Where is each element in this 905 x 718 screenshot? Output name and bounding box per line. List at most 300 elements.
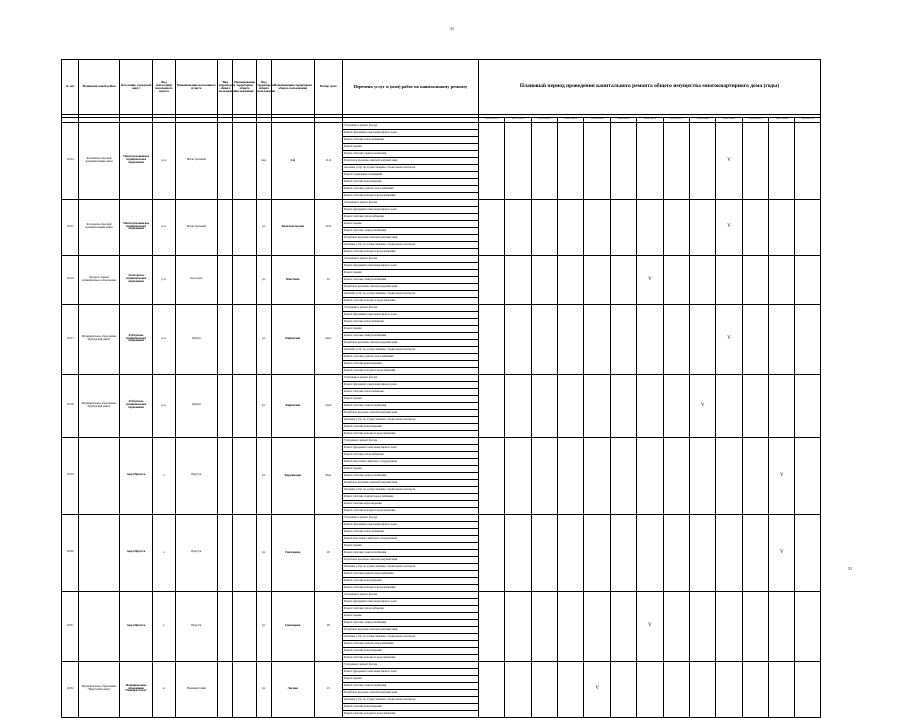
house-number-cell: 49А	[314, 437, 342, 514]
year-cell	[531, 199, 557, 255]
work-item: Ремонт крыши	[342, 675, 478, 682]
year-header: 2032-2034	[637, 117, 663, 122]
year-cell	[716, 661, 742, 717]
territory-type-cell	[218, 122, 233, 199]
district-cell: Муниципальное образование "Куйтунский район"	[79, 304, 120, 374]
year-cell	[689, 122, 715, 199]
header-territory-type: Вид территории общего пользования	[218, 60, 233, 115]
work-item: Утепление и ремонт фасада	[342, 304, 478, 311]
work-item: Оказание услуг по осуществлению строительного контроля	[342, 416, 478, 423]
year-cell	[505, 199, 531, 255]
work-item: Ремонт системы холодного водоснабжения	[342, 710, 478, 717]
territory-type-cell	[218, 437, 233, 514]
work-item: Разработка проектно-сметной документации	[342, 157, 478, 164]
territory-type-2-cell: ул.	[256, 661, 271, 717]
planned-period-mark: V	[637, 591, 663, 661]
work-item: Ремонт фундамента многоквартирного дома	[342, 262, 478, 269]
header-period: Плановый период проведения капитального ремонта общего имущества многоквартирного дома (годы)	[478, 60, 820, 115]
year-cell	[742, 661, 768, 717]
settlement-cell: Куйтунское муниципальное образование	[119, 304, 152, 374]
work-item: Оказание услуг по осуществлению строительного контроля	[342, 164, 478, 171]
year-cell	[584, 437, 610, 514]
locality-type-cell: р.п.	[153, 122, 175, 199]
year-cell	[637, 304, 663, 374]
year-cell	[769, 374, 795, 437]
locality-cell: Куйтун	[175, 304, 218, 374]
year-cell	[610, 199, 636, 255]
year-cell	[689, 661, 715, 717]
work-item: Ремонт системы холодного водоснабжения	[342, 507, 478, 514]
header-works: Перечень услуг и (или) работ по капитальному ремонту	[342, 60, 478, 115]
record-number: 14519	[62, 437, 79, 514]
year-cell	[558, 374, 584, 437]
year-cell	[795, 122, 821, 199]
record-number: 14515	[62, 199, 79, 255]
table-body	[62, 122, 821, 717]
settlement-cell: город Иркутск	[119, 591, 152, 661]
year-cell	[716, 374, 742, 437]
house-number-cell: 11/4	[314, 122, 342, 199]
year-cell	[742, 199, 768, 255]
territory-name-cell	[233, 255, 256, 304]
territory-name-cell	[233, 304, 256, 374]
year-cell	[663, 255, 689, 304]
year-header: 2038-2040	[689, 117, 715, 122]
work-item: Ремонт системы холодного водоснабжения	[342, 367, 478, 374]
year-cell	[742, 591, 768, 661]
work-item: Ремонт системы электроснабжения	[342, 332, 478, 339]
territory-type-cell	[218, 199, 233, 255]
year-cell	[795, 437, 821, 514]
header-num: № п/п	[62, 60, 79, 115]
year-cell	[663, 304, 689, 374]
year-cell	[637, 437, 663, 514]
work-item: Ремонт системы теплоснабжения	[342, 388, 478, 395]
district-cell: Муниципальное образование "Куйтунский район"	[79, 374, 120, 437]
work-item: Оказание услуг по осуществлению строительного контроля	[342, 486, 478, 493]
year-cell	[558, 661, 584, 717]
territory-name-2-cell: Кирпична	[271, 374, 314, 437]
territory-name-cell	[233, 437, 256, 514]
planned-period-mark: V	[637, 255, 663, 304]
work-item: Утепление и ремонт фасада	[342, 437, 478, 444]
work-item: Утепление и ремонт фасада	[342, 199, 478, 206]
house-number-cell: 4А/1	[314, 304, 342, 374]
work-item: Ремонт фундамента многоквартирного дома	[342, 668, 478, 675]
territory-type-cell	[218, 591, 233, 661]
year-cell	[558, 514, 584, 591]
district-cell: Казачинско-Ленский муниципальный район	[79, 199, 120, 255]
house-number-cell: 15	[314, 661, 342, 717]
district-cell	[79, 437, 120, 514]
table-row	[62, 199, 821, 206]
year-cell	[531, 255, 557, 304]
work-item: Утепление и ремонт фасада	[342, 514, 478, 521]
territory-name-2-cell: Лесная	[271, 661, 314, 717]
locality-type-cell: г.	[153, 437, 175, 514]
year-cell	[610, 255, 636, 304]
work-item: Ремонт системы теплоснабжения	[342, 213, 478, 220]
locality-cell: Магистральный	[175, 122, 218, 199]
record-number: 14518	[62, 374, 79, 437]
work-item: Ремонт крыши	[342, 269, 478, 276]
year-cell	[663, 374, 689, 437]
planned-period-mark: V	[716, 304, 742, 374]
territory-name-2-cell: Гончарова	[271, 591, 314, 661]
territory-name-2-cell: Гончарова	[271, 514, 314, 591]
year-cell	[795, 255, 821, 304]
record-number: 14532	[62, 661, 79, 717]
year-header: 2020-2022	[531, 117, 557, 122]
header-territory-type-2: Вид территории общего пользования	[256, 60, 271, 115]
planned-period-mark: V	[716, 122, 742, 199]
year-cell	[478, 661, 504, 717]
district-cell	[79, 514, 120, 591]
record-number: 14514	[62, 122, 79, 199]
locality-type-cell: р.п.	[153, 199, 175, 255]
table-row	[62, 661, 821, 668]
settlement-cell: город Иркутск	[119, 514, 152, 591]
house-number-cell: 12	[314, 255, 342, 304]
locality-cell: Иркутск	[175, 437, 218, 514]
year-cell	[689, 255, 715, 304]
year-cell	[531, 374, 557, 437]
planned-period-mark: V	[716, 199, 742, 255]
territory-name-2-cell: Баррикады	[271, 437, 314, 514]
territory-name-2-cell: Комсомольская	[271, 199, 314, 255]
locality-type-cell: п.	[153, 661, 175, 717]
work-item: Ремонт системы водоотведения	[342, 703, 478, 710]
year-cell	[505, 591, 531, 661]
year-cell	[795, 591, 821, 661]
year-cell	[478, 122, 504, 199]
territory-name-2-cell: Кирпична	[271, 304, 314, 374]
year-cell	[689, 591, 715, 661]
work-item: Оказание услуг по осуществлению строительного контроля	[342, 696, 478, 703]
year-cell	[716, 255, 742, 304]
planned-period-mark: V	[689, 374, 715, 437]
territory-name-cell	[233, 199, 256, 255]
header-settlement: Поселение, городской округ	[119, 60, 152, 115]
work-item: Разработка проектно-сметной документации	[342, 689, 478, 696]
work-item: Ремонт системы холодного водоснабжения	[342, 248, 478, 255]
year-cell	[716, 514, 742, 591]
year-cell	[637, 374, 663, 437]
district-cell: Казачинско-Ленский муниципальный район	[79, 122, 120, 199]
locality-cell: Лесогорск	[175, 255, 218, 304]
record-number: 14531	[62, 591, 79, 661]
year-cell	[610, 374, 636, 437]
year-cell	[505, 661, 531, 717]
locality-type-cell: р.п.	[153, 255, 175, 304]
territory-type-2-cell: ул.	[256, 304, 271, 374]
year-cell	[478, 199, 504, 255]
territory-type-cell	[218, 255, 233, 304]
year-cell	[637, 122, 663, 199]
year-header: 2017-2019	[505, 117, 531, 122]
work-item: Ремонт фундамента многоквартирного дома	[342, 381, 478, 388]
year-cell	[531, 514, 557, 591]
record-number: 14516	[62, 255, 79, 304]
territory-type-2-cell: ул.	[256, 437, 271, 514]
record-number: 14517	[62, 304, 79, 374]
work-item: Ремонт или замена лифтового оборудования	[342, 458, 478, 465]
territory-type-2-cell: ул.	[256, 514, 271, 591]
work-item: Ремонт системы водоотведения	[342, 178, 478, 185]
year-cell	[663, 514, 689, 591]
year-cell	[584, 304, 610, 374]
work-item: Ремонт системы водоотведения	[342, 500, 478, 507]
work-item: Оказание услуг по осуществлению строительного контроля	[342, 633, 478, 640]
header-district: Муниципальный район	[79, 60, 120, 115]
work-item: Ремонт системы электроснабжения	[342, 549, 478, 556]
work-item: Ремонт крыши	[342, 143, 478, 150]
work-item: Утепление и ремонт фасада	[342, 255, 478, 262]
year-cell	[558, 255, 584, 304]
work-item: Ремонт системы теплоснабжения	[342, 605, 478, 612]
territory-type-2-cell: ул.	[256, 591, 271, 661]
territory-type-cell	[218, 304, 233, 374]
year-cell	[769, 661, 795, 717]
year-cell	[478, 304, 504, 374]
year-cell	[558, 437, 584, 514]
table-row	[62, 122, 821, 129]
settlement-cell: Лесогорское муниципальное образование	[119, 255, 152, 304]
locality-cell: Куйтун	[175, 374, 218, 437]
year-cell	[610, 437, 636, 514]
year-cell	[769, 122, 795, 199]
work-item: Ремонт системы электроснабжения	[342, 682, 478, 689]
work-item: Оказание услуг по осуществлению строительного контроля	[342, 563, 478, 570]
year-cell	[769, 199, 795, 255]
year-header: 2041-2043	[716, 117, 742, 122]
year-cell	[584, 122, 610, 199]
year-cell	[531, 437, 557, 514]
work-item: Ремонт или замена лифтового оборудования	[342, 535, 478, 542]
year-cell	[689, 437, 715, 514]
work-item: Утепление и ремонт фасада	[342, 374, 478, 381]
work-item: Ремонт системы горячего водоснабжения	[342, 185, 478, 192]
work-item: Разработка проектно-сметной документации	[342, 339, 478, 346]
settlement-cell: Куйтунское муниципальное образование	[119, 374, 152, 437]
header-row	[62, 60, 821, 115]
work-item: Ремонт системы холодного водоснабжения	[342, 297, 478, 304]
year-cell	[610, 591, 636, 661]
year-header: 2026-2028	[584, 117, 610, 122]
work-item: Ремонт системы электроснабжения	[342, 472, 478, 479]
house-number-cell: 10	[314, 514, 342, 591]
work-item: Разработка проектно-сметной документации	[342, 479, 478, 486]
work-item: Ремонт крыши	[342, 612, 478, 619]
work-item: Ремонт фундамента многоквартирного дома	[342, 521, 478, 528]
district-cell: Чунского района муниципальное образование	[79, 255, 120, 304]
year-cell	[795, 304, 821, 374]
work-item: Ремонт системы теплоснабжения	[342, 451, 478, 458]
year-cell	[505, 122, 531, 199]
work-item: Оказание услуг по осуществлению строительного контроля	[342, 241, 478, 248]
territory-type-cell	[218, 514, 233, 591]
work-item: Оказание услуг по осуществлению строительного контроля	[342, 346, 478, 353]
table-row	[62, 304, 821, 311]
work-item: Ремонт системы холодного водоснабжения	[342, 430, 478, 437]
work-item: Разработка проектно-сметной документации	[342, 556, 478, 563]
year-cell	[505, 514, 531, 591]
work-item: Ремонт фундамента многоквартирного дома	[342, 598, 478, 605]
year-cell	[505, 255, 531, 304]
year-cell	[610, 304, 636, 374]
work-item: Ремонт крыши	[342, 542, 478, 549]
year-cell	[584, 591, 610, 661]
territory-name-cell	[233, 591, 256, 661]
work-item: Ремонт крыши	[342, 465, 478, 472]
territory-type-cell	[218, 374, 233, 437]
year-cell	[478, 255, 504, 304]
year-header: 2029-2031	[610, 117, 636, 122]
work-item: Ремонт фундамента многоквартирного дома	[342, 129, 478, 136]
year-cell	[505, 437, 531, 514]
year-header: 2023-2025	[558, 117, 584, 122]
year-cell	[663, 661, 689, 717]
year-cell	[795, 374, 821, 437]
work-item: Ремонт системы холодного водоснабжения	[342, 654, 478, 661]
year-cell	[531, 661, 557, 717]
year-cell	[478, 374, 504, 437]
work-item: Ремонт крыши	[342, 220, 478, 227]
settlement-cell: город Иркутск	[119, 437, 152, 514]
territory-type-2-cell: ул.	[256, 199, 271, 255]
year-cell	[769, 255, 795, 304]
planned-period-mark: V	[769, 514, 795, 591]
year-cell	[584, 374, 610, 437]
page-number-top: 31	[450, 26, 454, 31]
year-cell	[637, 514, 663, 591]
work-item: Утепление и ремонт фасада	[342, 591, 478, 598]
header-house: Номер дома	[314, 60, 342, 115]
year-header: 2014-2016	[478, 117, 504, 122]
locality-cell: Иркутск	[175, 591, 218, 661]
work-item: Ремонт системы горячего водоснабжения	[342, 493, 478, 500]
work-item: Ремонт фундамента многоквартирного дома	[342, 206, 478, 213]
year-cell	[478, 514, 504, 591]
work-item: Разработка проектно-сметной документации	[342, 283, 478, 290]
territory-name-2-cell: 2-й	[271, 122, 314, 199]
work-item: Ремонт фундамента многоквартирного дома	[342, 311, 478, 318]
work-item: Ремонт системы горячего водоснабжения	[342, 570, 478, 577]
work-item: Утепление и ремонт фасада	[342, 661, 478, 668]
work-item: Ремонт системы водоотведения	[342, 577, 478, 584]
work-item: Утепление и ремонт фасада	[342, 122, 478, 129]
work-item: Ремонт крыши	[342, 325, 478, 332]
work-item: Ремонт системы водоотведения	[342, 360, 478, 367]
year-cell	[795, 514, 821, 591]
work-item: Ремонт фундамента многоквартирного дома	[342, 444, 478, 451]
year-header: 2047-2049	[769, 117, 795, 122]
year-cell	[558, 591, 584, 661]
locality-cell: Иркутск	[175, 514, 218, 591]
year-cell	[742, 374, 768, 437]
record-number: 14530	[62, 514, 79, 591]
year-cell	[742, 122, 768, 199]
year-cell	[795, 199, 821, 255]
year-cell	[478, 591, 504, 661]
work-item: Ремонт крыши	[342, 395, 478, 402]
year-cell	[637, 199, 663, 255]
year-cell	[531, 122, 557, 199]
locality-type-cell: р.п.	[153, 304, 175, 374]
year-cell	[584, 255, 610, 304]
year-cell	[716, 591, 742, 661]
work-item: Ремонт системы электроснабжения	[342, 227, 478, 234]
work-item: Ремонт системы электроснабжения	[342, 619, 478, 626]
territory-type-cell	[218, 661, 233, 717]
year-cell	[505, 304, 531, 374]
district-cell: Муниципальное образование "Иркутский район"	[79, 661, 120, 717]
locality-cell: Магистральный	[175, 199, 218, 255]
table-row	[62, 374, 821, 381]
locality-type-cell: г.	[153, 591, 175, 661]
locality-cell: Новоиркутский	[175, 661, 218, 717]
year-header: 2044-2046	[742, 117, 768, 122]
locality-type-cell: р.п.	[153, 374, 175, 437]
year-cell	[531, 591, 557, 661]
house-number-cell: 32/2	[314, 199, 342, 255]
territory-name-2-cell: Шастина	[271, 255, 314, 304]
work-item: Ремонт системы холодного водоснабжения	[342, 584, 478, 591]
year-cell	[663, 591, 689, 661]
year-header: 2035-2037	[663, 117, 689, 122]
territory-name-cell	[233, 514, 256, 591]
work-item: Ремонт системы электроснабжения	[342, 402, 478, 409]
territory-type-2-cell: ул.	[256, 374, 271, 437]
year-cell	[689, 304, 715, 374]
work-item: Ремонт системы горячего водоснабжения	[342, 353, 478, 360]
work-item: Ремонт системы электроснабжения	[342, 276, 478, 283]
territory-name-cell	[233, 374, 256, 437]
year-cell	[610, 514, 636, 591]
settlement-cell: Магистральнинское муниципальное образование	[119, 199, 152, 255]
header-locality-type: Вид (категория) населенного пункта	[153, 60, 175, 115]
year-cell	[663, 122, 689, 199]
year-cell	[478, 437, 504, 514]
year-cell	[637, 661, 663, 717]
year-cell	[610, 122, 636, 199]
year-cell	[558, 199, 584, 255]
house-number-cell: 4А/2	[314, 374, 342, 437]
year-header: 2050-2052	[795, 117, 821, 122]
work-item: Ремонт системы водоотведения	[342, 423, 478, 430]
settlement-cell: Муниципальное образование "Новоиркутское"	[119, 661, 152, 717]
district-cell	[79, 591, 120, 661]
work-item: Ремонт системы холодного водоснабжения	[342, 192, 478, 199]
work-item: Разработка проектно-сметной документации	[342, 409, 478, 416]
work-item: Ремонт подвальных помещений	[342, 171, 478, 178]
year-cell	[663, 437, 689, 514]
year-cell	[505, 374, 531, 437]
table-row	[62, 437, 821, 444]
header-territory-name: Наименование территории общего пользования	[233, 60, 256, 115]
planned-period-mark: V	[584, 661, 610, 717]
house-number-cell: 18	[314, 591, 342, 661]
year-cell	[531, 304, 557, 374]
locality-type-cell: г.	[153, 514, 175, 591]
work-item: Оказание услуг по осуществлению строительного контроля	[342, 290, 478, 297]
year-cell	[584, 514, 610, 591]
year-cell	[742, 514, 768, 591]
territory-name-cell	[233, 122, 256, 199]
territory-type-2-cell: пер.	[256, 122, 271, 199]
table-row	[62, 591, 821, 598]
work-item: Разработка проектно-сметной документации	[342, 234, 478, 241]
